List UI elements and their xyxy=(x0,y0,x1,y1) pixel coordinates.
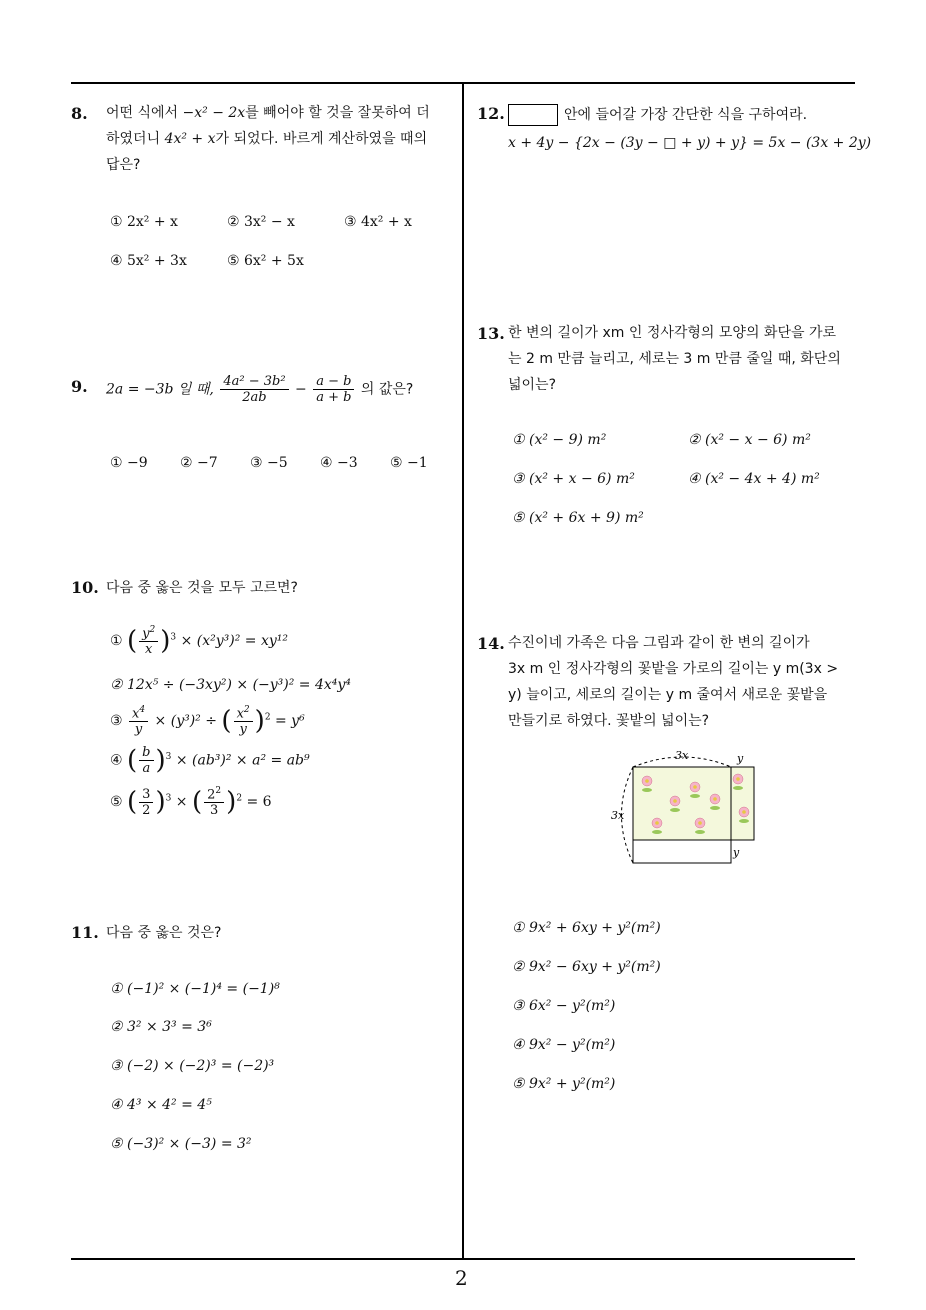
q14-option-2[interactable]: ② 9x² − 6xy + y²(m²) xyxy=(512,959,661,975)
question-8-number: 8. xyxy=(71,104,88,123)
question-13-number: 13. xyxy=(477,324,505,343)
question-11-text: 다음 중 옳은 것은? xyxy=(106,925,222,941)
q11-option-3[interactable]: ③ (−2) × (−2)³ = (−2)³ xyxy=(110,1058,275,1074)
question-8-text: 어떤 식에서 −x² − 2x를 빼어야 할 것을 잘못하여 더 하였더니 4x² + x가 되었다. 바르게 계산하였을 때의 답은? xyxy=(106,105,430,173)
figure-left-label: 3x xyxy=(611,809,625,822)
question-10-text: 다음 중 옳은 것을 모두 고르면? xyxy=(106,580,298,596)
answer-blank-box xyxy=(508,104,558,126)
question-12-number: 12. xyxy=(477,104,505,123)
question-12-expression: x + 4y − {2x − (3y − □ + y) + y} = 5x − (3x + 2y) xyxy=(508,135,872,151)
q13-option-5[interactable]: ⑤ (x² + 6x + 9) m² xyxy=(512,510,644,526)
question-13-text: 한 변의 길이가 xm 인 정사각형의 모양의 화단을 가로 는 2 m 만큼 늘리고, 세로는 3 m 만큼 줄일 때, 화단의 넓이는? xyxy=(508,325,841,393)
q14-option-3[interactable]: ③ 6x² − y²(m²) xyxy=(512,998,616,1014)
q10-option-4[interactable]: ④ ( $\frac{b}{a}$ )$^3$ × (ab³)² × a² = ab⁹ xyxy=(110,745,310,776)
q14-option-5[interactable]: ⑤ 9x² + y²(m²) xyxy=(512,1076,616,1092)
bottom-rule xyxy=(71,1258,855,1260)
question-9-number: 9. xyxy=(71,377,88,396)
figure-y-top-label: y xyxy=(737,752,744,765)
q11-option-2[interactable]: ② 3² × 3³ = 3⁶ xyxy=(110,1019,212,1035)
q11-option-5[interactable]: ⑤ (−3)² × (−3) = 3² xyxy=(110,1136,252,1152)
q13-option-4[interactable]: ④ (x² − 4x + 4) m² xyxy=(688,471,820,487)
q9-option-1[interactable]: ① −9 xyxy=(110,455,148,471)
q13-option-2[interactable]: ② (x² − x − 6) m² xyxy=(688,432,811,448)
q9-fraction-2: $\frac{a - b}{a + b}$ xyxy=(313,374,354,405)
q10-option-5[interactable]: ⑤ ( $\frac{3}{2}$ )$^3$ × ( $\frac{2^2}{3}$ )$^2$ = 6 xyxy=(110,786,272,819)
question-14-text: 수진이네 가족은 다음 그림과 같이 한 변의 길이가 3x m 인 정사각형의 꽃밭을 가로의 길이는 y m(3x > y) 늘이고, 세로의 길이는 y m 줄여서 새로운 꽃밭을 만들기로 하였다. 꽃밭의 넓이는? xyxy=(508,635,839,729)
question-9-text: 2a = −3b 일 때, $\frac{\text{4a² − 3b²}}{2ab}$ − $\frac{a - b}{a + b}$ 의 값은? xyxy=(106,374,414,405)
q10-option-3[interactable]: ③ $\frac{x^4}{y}$ × (y³)² ÷ ( $\frac{x^2}{y}$ )$^2$ = y⁶ xyxy=(110,705,305,738)
q14-option-1[interactable]: ① 9x² + 6xy + y²(m²) xyxy=(512,920,661,936)
q9-option-2[interactable]: ② −7 xyxy=(180,455,218,471)
q9-fraction-1: $\frac{\text{4a² − 3b²}}{2ab}$ xyxy=(220,374,288,405)
question-14-number: 14. xyxy=(477,634,505,653)
q10-option-2[interactable]: ② 12x⁵ ÷ (−3xy²) × (−y³)² = 4x⁴y⁴ xyxy=(110,677,351,693)
q8-option-4[interactable]: ④ 5x² + 3x xyxy=(110,253,187,269)
q13-option-1[interactable]: ① (x² − 9) m² xyxy=(512,432,607,448)
flower-garden-figure xyxy=(605,745,765,870)
column-divider xyxy=(462,84,464,1259)
q9-option-4[interactable]: ④ −3 xyxy=(320,455,358,471)
q9-option-3[interactable]: ③ −5 xyxy=(250,455,288,471)
q10-option-1[interactable]: ① ( $\frac{y^2}{x}$ )$^3$ × (x²y³)² = xy¹² xyxy=(110,625,289,658)
q8-option-3[interactable]: ③ 4x² + x xyxy=(344,214,412,230)
q11-option-4[interactable]: ④ 4³ × 4² = 4⁵ xyxy=(110,1097,212,1113)
question-11-number: 11. xyxy=(71,923,99,942)
figure-top-label: 3x xyxy=(675,749,689,762)
q14-option-4[interactable]: ④ 9x² − y²(m²) xyxy=(512,1037,616,1053)
q8-option-1[interactable]: ① 2x² + x xyxy=(110,214,178,230)
figure-y-right-label: y xyxy=(733,846,740,859)
question-10-number: 10. xyxy=(71,578,99,597)
question-12-text: 안에 들어갈 가장 간단한 식을 구하여라. xyxy=(508,102,807,128)
q8-option-5[interactable]: ⑤ 6x² + 5x xyxy=(227,253,304,269)
page-number: 2 xyxy=(455,1266,468,1290)
q9-option-5[interactable]: ⑤ −1 xyxy=(390,455,428,471)
q11-option-1[interactable]: ① (−1)² × (−1)⁴ = (−1)⁸ xyxy=(110,981,280,997)
q13-option-3[interactable]: ③ (x² + x − 6) m² xyxy=(512,471,635,487)
q8-option-2[interactable]: ② 3x² − x xyxy=(227,214,295,230)
